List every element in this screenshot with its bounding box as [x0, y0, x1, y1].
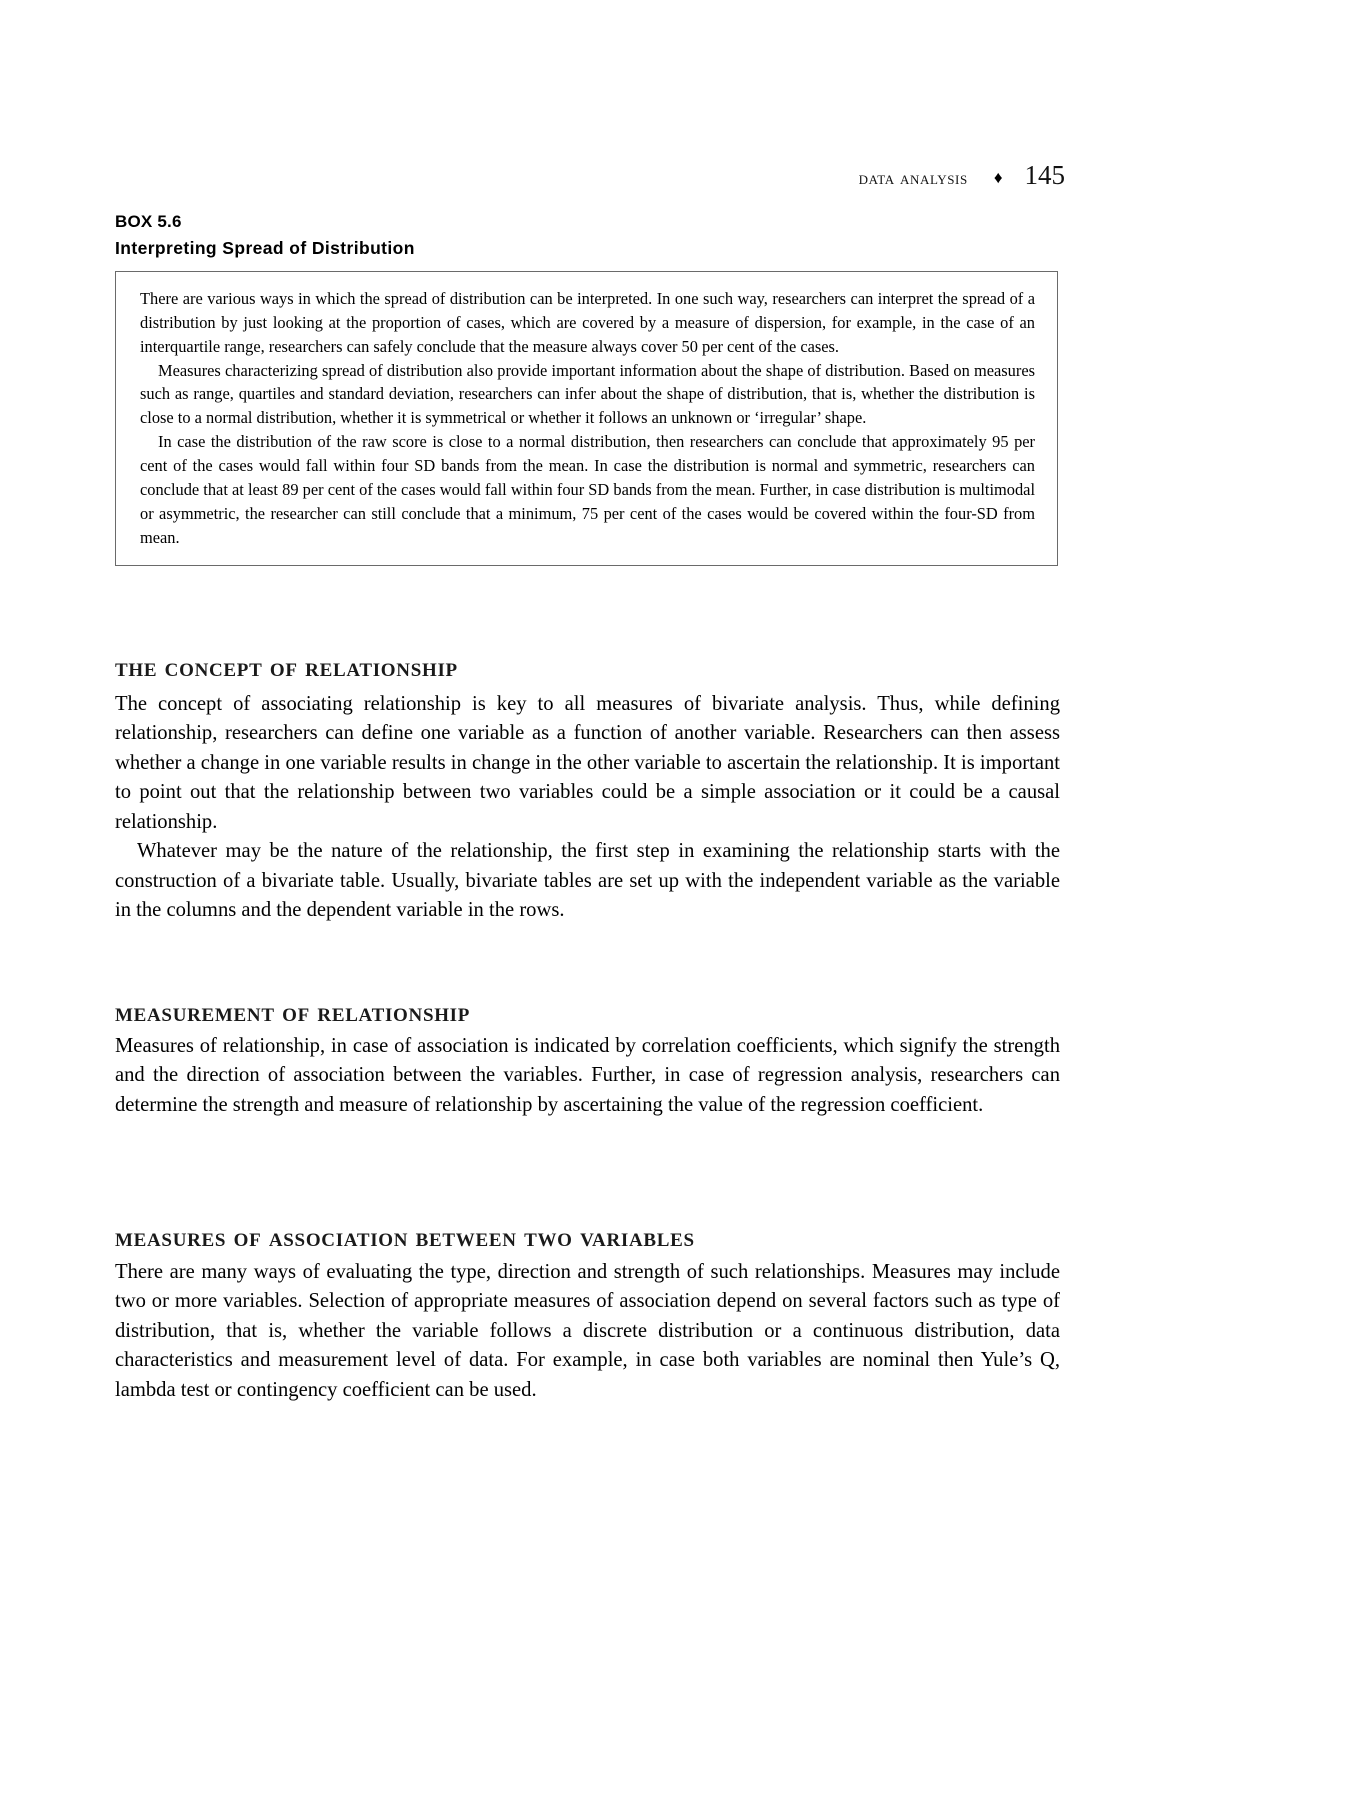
box-subtitle: Interpreting Spread of Distribution [115, 238, 415, 258]
box-paragraph: Measures characterizing spread of distribution also provide important information about the shape of distribution. Based on measures such as range, quartiles and standard deviation, researchers can infer about the shape of distribution, that is, whether the distribution is close to a normal distribution, whether it is symmetrical or whether it follows an unknown or ‘irregular’ shape. [140, 360, 1035, 428]
section-heading-measures-of-association: measures of association between two variables [115, 1222, 695, 1253]
body-paragraph: Measures of relationship, in case of association is indicated by correlation coefficients, which signify the strength and the direction of association between the variables. Further, in case of regression analysis, researchers can determine the strength and measure of relationship by ascertaining the value of the regression coefficient. [115, 1035, 1060, 1116]
page-number: 145 [1024, 160, 1065, 190]
box-paragraph: There are various ways in which the spread of distribution can be interpreted. In one such way, researchers can interpret the spread of a distribution by just looking at the proportion of cases, which are covered by a measure of dispersion, for example, in the case of an interquartile range, researchers can safely conclude that the measure always cover 50 per cent of the cases. [140, 289, 1035, 356]
diamond-bullet-icon: ♦ [993, 168, 1003, 187]
box-label: BOX 5.6 [115, 212, 182, 231]
body-paragraph: The concept of associating relationship is key to all measures of bivariate analysis. Thus, while defining relationship, researchers can define one variable as a function of another variable. Researchers can then assess whether a change in one variable results in change in the other variable to ascertain the relationship. It is important to point out that the relationship between two variables could be a simple association or it could be a causal relationship. [115, 693, 1060, 833]
section-body-measures-of-association [115, 1258, 1060, 1405]
section-body-measurement-of-relationship [115, 1032, 1060, 1120]
box-insert [115, 271, 1058, 566]
body-paragraph: There are many ways of evaluating the type, direction and strength of such relationships. Measures may include two or more variables. Selection of appropriate measures of association depend on several factors such as type of distribution, that is, whether the variable follows a discrete distribution or a continuous distribution, data characteristics and measurement level of data. For example, in case both variables are nominal then Yule’s Q, lambda test or contingency coefficient can be used. [115, 1261, 1060, 1401]
section-heading-concept-of-relationship: the concept of relationship [115, 652, 458, 683]
running-header [115, 160, 1065, 191]
box-paragraph: In case the distribution of the raw score is close to a normal distribution, then researchers can conclude that approximately 95 per cent of the cases would fall within four SD bands from the mean. In case the distribution is normal and symmetric, researchers can conclude that at least 89 per cent of the cases would fall within four SD bands from the mean. Further, in case distribution is multimodal or asymmetric, the researcher can still conclude that a minimum, 75 per cent of the cases would be covered within the four-SD from mean. [140, 432, 1035, 547]
section-body-concept-of-relationship [115, 690, 1060, 926]
section-heading-measurement-of-relationship: measurement of relationship [115, 997, 471, 1028]
body-paragraph: Whatever may be the nature of the relationship, the first step in examining the relationship starts with the construction of a bivariate table. Usually, bivariate tables are set up with the independent variable as the variable in the columns and the dependent variable in the rows. [115, 840, 1060, 922]
running-header-title: data analysis [858, 168, 968, 189]
